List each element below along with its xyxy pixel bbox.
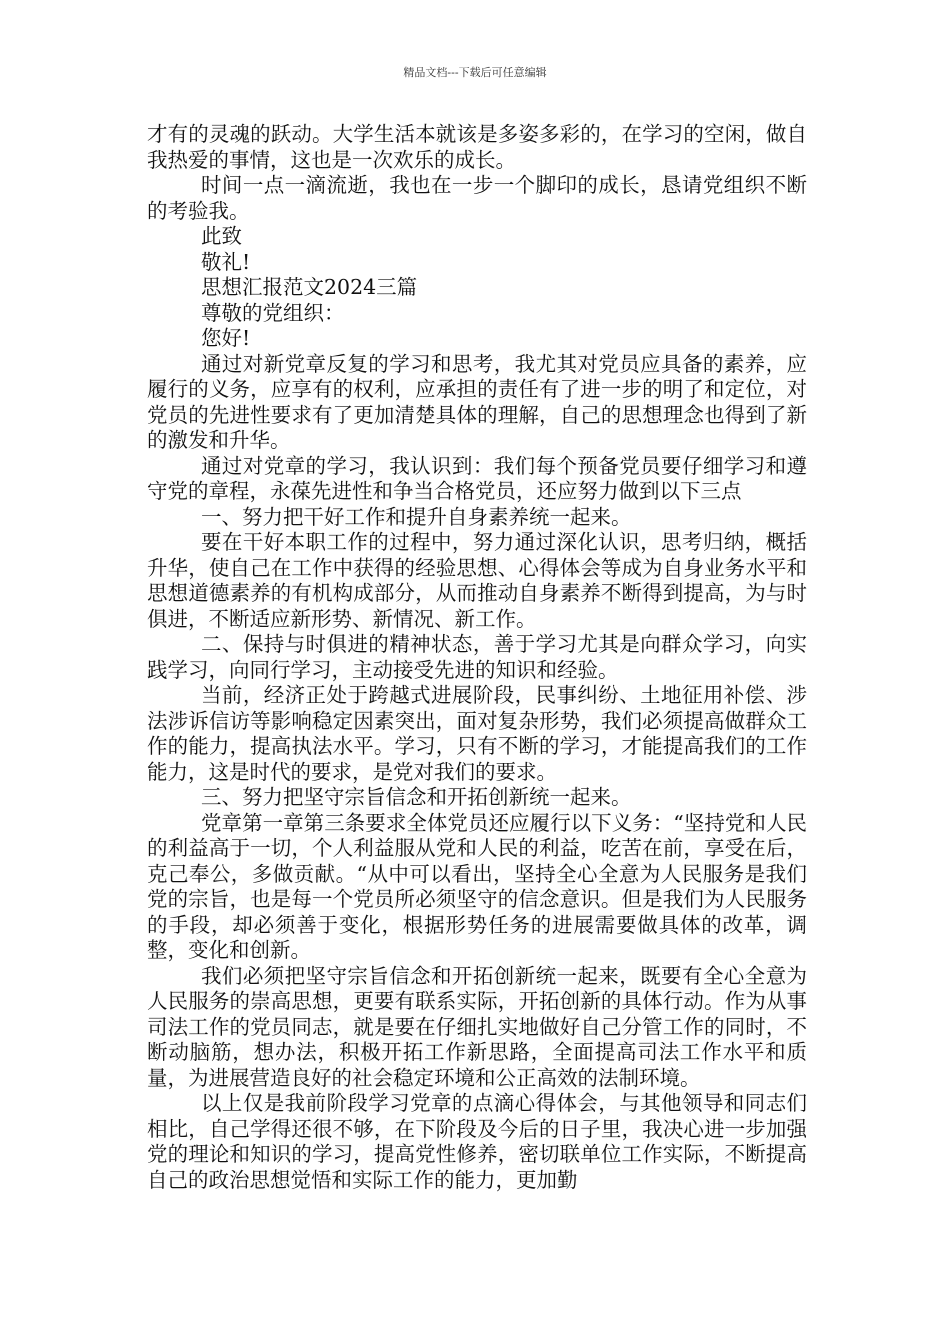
paragraph-7: 党章第一章第三条要求全体党员还应履行以下义务：“坚持党和人民的利益高于一切，个人利益服从党和人民的利益，吃苦在前，享受在后，克己奉公，多做贡献。“从中可以看出，坚持全心全意为人民服务是我们党的宗旨，也是每一个党员所必须坚守的信念意识。但是我们为人民服务的手段，却必须善于变化，根据形势任务的进展需要做具体的改革，调整，变化和创新。 bbox=[147, 810, 807, 962]
paragraph-6: 当前，经济正处于跨越式进展阶段，民事纠纷、土地征用补偿、涉法涉诉信访等影响稳定因素突出，面对复杂形势，我们必须提高做群众工作的能力，提高执法水平。学习，只有不断的学习，才能提高我们的工作能力，这是时代的要求，是党对我们的要求。 bbox=[147, 683, 807, 784]
point-heading-2: 二、保持与时俱进的精神状态，善于学习尤其是向群众学习，向实践学习，向同行学习，主动接受先进的知识和经验。 bbox=[147, 632, 807, 682]
paragraph-3: 通过对新党章反复的学习和思考，我尤其对党员应具备的素养，应履行的义务，应享有的权利，应承担的责任有了进一步的明了和定位，对党员的先进性要求有了更加清楚具体的理解，自己的思想理念也得到了新的激发和升华。 bbox=[147, 351, 807, 452]
paragraph-5: 要在干好本职工作的过程中，努力通过深化认识，思考归纳，概括升华，使自己在工作中获得的经验思想、心得体会等成为自身业务水平和思想道德素养的有机构成部分，从而推动自身素养不断得到提高，为与时俱进，不断适应新形势、新情况、新工作。 bbox=[147, 530, 807, 631]
point-heading-1: 一、努力把干好工作和提升自身素养统一起来。 bbox=[201, 504, 632, 529]
closing-regards: 敬礼! bbox=[201, 249, 251, 274]
letter-greeting: 您好! bbox=[201, 326, 251, 350]
document-body bbox=[147, 122, 807, 1193]
closing-salutation: 此致 bbox=[201, 224, 242, 248]
page-header: 精品文档---下载后可任意编辑 bbox=[403, 66, 547, 79]
paragraph-2: 时间一点一滴流逝，我也在一步一个脚印的成长，恳请党组织不断的考验我。 bbox=[147, 173, 807, 223]
paragraph-9: 以上仅是我前阶段学习党章的点滴心得体会，与其他领导和同志们相比，自己学得还很不够，在下阶段及今后的日子里，我决心进一步加强党的理论和知识的学习，提高党性修养，密切联单位工作实际，不断提高自己的政治思想觉悟和实际工作的能力，更加勤 bbox=[147, 1091, 807, 1192]
section-title: 思想汇报范文2024三篇 bbox=[201, 275, 418, 299]
letter-addressee: 尊敬的党组织： bbox=[201, 300, 345, 325]
point-heading-3: 三、努力把坚守宗旨信念和开拓创新统一起来。 bbox=[201, 785, 632, 809]
paragraph-8: 我们必须把坚守宗旨信念和开拓创新统一起来，既要有全心全意为人民服务的崇高思想，更要有联系实际，开拓创新的具体行动。作为从事司法工作的党员同志，就是要在仔细扎实地做好自己分管工作的同时，不断动脑筋，想办法，积极开拓工作新思路，全面提高司法工作水平和质量，为进展营造良好的社会稳定环境和公正高效的法制环境。 bbox=[147, 963, 807, 1090]
paragraph-1: 才有的灵魂的跃动。大学生活本就该是多姿多彩的，在学习的空闲，做自我热爱的事情，这也是一次欢乐的成长。 bbox=[147, 122, 807, 172]
paragraph-4: 通过对党章的学习，我认识到：我们每个预备党员要仔细学习和遵守党的章程，永葆先进性和争当合格党员，还应努力做到以下三点 bbox=[147, 453, 807, 503]
